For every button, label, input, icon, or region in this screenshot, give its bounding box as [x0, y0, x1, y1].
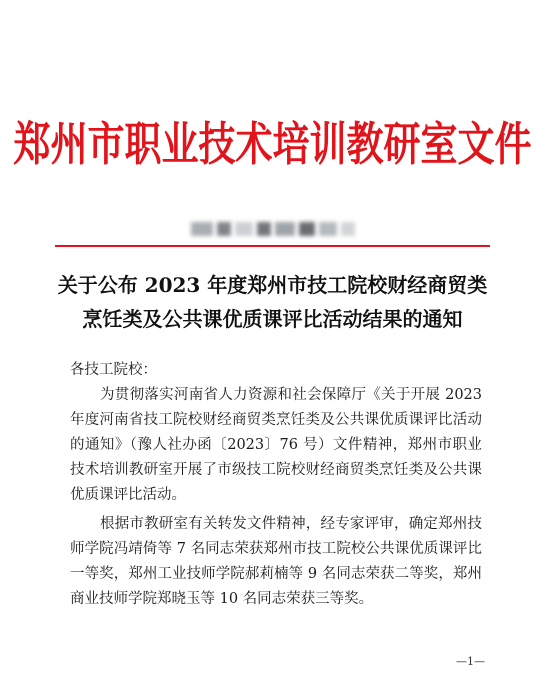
org-header-title: 郑州市职业技术培训教研室文件 — [13, 117, 532, 171]
redaction-block — [341, 222, 355, 236]
redacted-doc-number — [0, 222, 545, 238]
notice-title-line-1: 关于公布 2023 年度郑州市技工院校财经商贸类 — [57, 273, 488, 297]
redaction-block — [235, 222, 253, 236]
salutation: 各技工院校： — [70, 362, 157, 378]
redaction-block — [299, 222, 315, 236]
redaction-block — [319, 222, 337, 236]
header-divider-rule — [55, 245, 490, 247]
page-number: —1— — [456, 655, 485, 668]
redaction-block — [191, 222, 213, 236]
notice-title — [0, 268, 545, 336]
body-paragraph-2: 根据市教研室有关转发文件精神，经专家评审，确定郑州技师学院冯靖倚等 7 名同志荣获郑州市技工院校公共课优质课评比一等奖，郑州工业技师学院郝莉楠等 9 名同志荣获二等奖，郑州商业技师学院郑晓玉等 10 名同志荣获三等奖。 — [70, 516, 482, 607]
redaction-block — [257, 222, 271, 236]
redaction-block — [275, 222, 295, 236]
notice-title-line-2: 烹饪类及公共课优质课评比活动结果的通知 — [82, 307, 463, 331]
redaction-block — [217, 222, 231, 236]
body-paragraph-1: 为贯彻落实河南省人力资源和社会保障厅《关于开展 2023 年度河南省技工院校财经商贸类烹饪类及公共课优质课评比活动的通知》（豫人社办函〔2023〕76 号）文件精神，郑州市职业技术培训教研室开展了市级技工院校财经商贸类烹饪类及公共课优质课评比活动。 — [70, 387, 482, 503]
